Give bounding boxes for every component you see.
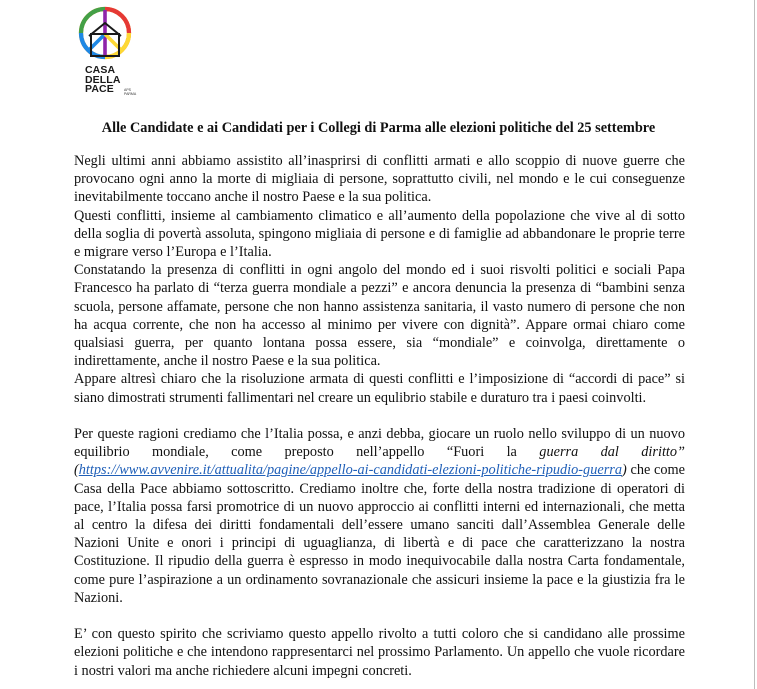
avvenire-appeal-link[interactable]: https://www.avvenire.it/attualita/pagine/appello-ai-candidati-elezioni-politiche-ripudio-guerra (78, 462, 622, 479)
logo-tagline: APS PARMA (124, 88, 137, 96)
link-close-paren: ) (621, 462, 627, 479)
logo-wordmark (85, 66, 121, 95)
logo-line-della: DELLA (85, 73, 121, 86)
italy-role-rest: che come Casa della Pace abbiamo sottoscritto. Crediamo inoltre che, forte della nostra tradizione di operatori di pace, l’Italia possa farsi promotrice di un nuovo approccio ai conflitti interni ed internazionali, che metta al centro la difesa dei diritti fondamentali dell’essere umano sanciti dall’Assemblea Generale delle Nazioni Unite e onori i principi di uguaglianza, di libertà e di pace che caratterizzano la nostra Costituzione. Il ripudio della guerra è espresso in modo inequivocabile dalla nostra Carta fondamentale, come pure l’aspirazione a un ordinamento sovranazionale che assicuri insieme la pace e la giustizia fra le Nazioni. (74, 462, 685, 606)
paragraph-armed-resolution: Appare altresì chiaro che la risoluzione armata di questi conflitti e l’imposizione di “accordi di pace” si siano dimostrati strumenti fallimentari nel creare un equlibrio stabile e duraturo tra i paesi coinvolti. (74, 371, 685, 406)
paragraph-pope-francis: Constatando la presenza di conflitti in ogni angolo del mondo ed i suoi risvolti politici e sociali Papa Francesco ha parlato di “terza guerra mondiale a pezzi” e ancora denuncia la presenza di “bambini senza scuola, persone affamate, persone che non hanno assistenza sanitaria, il vasto numero di persone che non ha acqua corrente, che non ha accesso al minimo per vivere con dignità”. Appare ormai chiaro come qualsiasi guerra, per quanto lontana possa essere, sia “mondiale” e coinvolga, direttamente o indirettamente, anche il nostro Paese e la sua politica. (74, 262, 685, 370)
peace-symbol-icon (78, 4, 142, 66)
appeal-title-italic: guerra dal diritto” ( (74, 444, 685, 479)
paragraph-appeal-spirit: E’ con questo spirito che scriviamo questo appello rivolto a tutti coloro che si candidano alle prossime elezioni politiche e che intendono rappresentarci nel prossimo Parlamento. Un appello che vuole ricordare i nostri valori ma anche richiedere alcuni impegni concreti. (74, 626, 685, 679)
paragraph-gap (74, 607, 685, 625)
casa-della-pace-logo (78, 4, 142, 104)
logo-line-casa: CASA (85, 64, 116, 76)
paragraph-migration: Questi conflitti, insieme al cambiamento climatico e all’aumento della popolazione che vive al di sotto della soglia di povertà assoluta, spingono migliaia di persone e di famiglie ad abbandonare le proprie terre e migrare verso l’Europa e l’Italia. (74, 207, 685, 261)
paragraph-italy-role (74, 425, 685, 607)
logo-line-pace: PACE (85, 83, 114, 95)
document-title: Alle Candidate e ai Candidati per i Collegi di Parma alle elezioni politiche del 25 settembre (101, 120, 656, 136)
italy-role-intro: Per queste ragioni crediamo che l’Italia possa, e anzi debba, giocare un ruolo nello sviluppo di un nuovo equilibrio mondiale, come preposto nell’appello “Fuori la (74, 426, 685, 461)
letter-body (74, 152, 685, 680)
paragraph-gap (74, 407, 685, 425)
paragraph-conflicts: Negli ultimi anni abbiamo assistito all’inasprirsi di conflitti armati e allo scoppio di nuove guerre che provocano ogni anno la morte di migliaia di persone, soprattutto civili, nel mondo e le cui conseguenze inevitabilmente toccano anche il nostro Paese e la sua politica. (74, 153, 685, 206)
